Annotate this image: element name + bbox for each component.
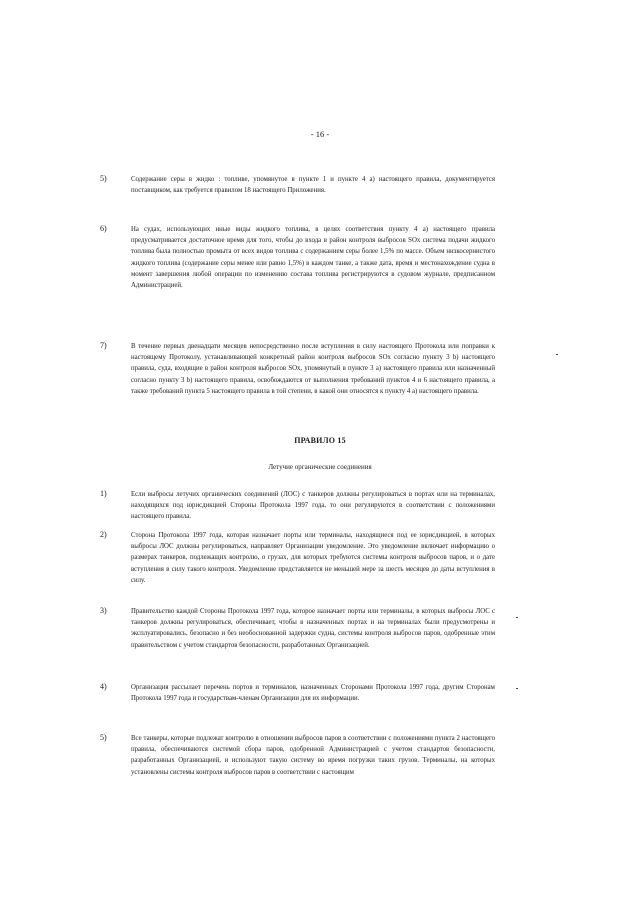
item-number: 3) [100, 606, 107, 615]
scan-speck [516, 688, 518, 689]
page-number: - 16 - [310, 129, 330, 139]
scan-speck [556, 354, 558, 355]
item-number: 1) [100, 489, 107, 498]
rule-heading: ПРАВИЛО 15 [294, 436, 346, 445]
item-number: 4) [100, 682, 107, 691]
item-number: 6) [100, 224, 107, 233]
item-text: Все танкеры, которые подлежат контролю в отношении выбросов паров в соответствии с положениями пункта 2 настоящего правила, обеспечиваются системой сбора паров, одобренной Администрацией с учетом стандартов безопасности, разработанных Организацией, и используют такую систему во время погрузки таких грузов. Терминалы, на которых установлены системы контроля выбросов паров в соответствии с настоящим [131, 735, 495, 776]
scan-speck [516, 617, 518, 618]
rule-subheading: Летучие органические соединения [268, 463, 372, 471]
item-text: В течение первых двенадцати месяцев непосредственно после вступления в силу настоящего Протокола или поправки к настоящему Протоколу, устанавливающей конкретный район контроля выбросов SOx согласно пункту 3 b) настоящего правила, суда, входящие в район контроля выбросов SOx, упомянутый в пункте 3 а) настоящего правила или назначенный согласно пункту 3 b) настоящего правила, освобождаются от выполнения требований пунктов 4 и 6 настоящего правила, а также требований пункта 5 настоящего правила в той степени, в какой они относятся к пункту 4 а) настоящего правила. [131, 343, 495, 395]
item-text: Организация рассылает перечень портов и терминалов, назначенных Сторонами Протокола 1997 года, другим Сторонам Протокола 1997 года и государствам-членам Организации для их информации. [131, 684, 495, 703]
item-number: 7) [100, 341, 107, 350]
item-number: 5) [100, 733, 107, 742]
item-number: 5) [100, 174, 107, 183]
item-number: 2) [100, 530, 107, 539]
item-text: На судах, использующих иные виды жидкого топлива, в целях соответствия пункту 4 а) настоящего правила предусматривается достаточное время для того, чтобы до входа в район контроля выбросов SOx система подачи жидкого топлива была полностью промыта от всех видов топлива с содержанием серы более 1,5% по массе. Объем низкосернистого жидкого топлива (содержание серы менее или равно 1,5%) в каждом танке, а также дата, время и местонахождение судна в момент завершения любой операции по изменению состава топлива регистрируются в судовом журнале, предписанном Администрацией. [131, 226, 495, 290]
item-text: Содержание серы в жидко : топливе, упомянутое в пункте 1 и пункте 4 а) настоящего правила, документируется поставщиком, как требуется правилом 18 настоящего Приложения. [131, 176, 495, 195]
item-text: Правительство каждой Стороны Протокола 1997 года, которое назначает порты или терминалы, в которых выбросы ЛОС с танкеров должны регулироваться, обеспечивает, чтобы в назначенных портах и на терминалах были предусмотрены и эксплуатировались, безопасно и без необоснованной задержки судна, системы контроля выбросов паров, одобренные этим правительством с учетом стандартов безопасности, разработанных Организацией. [131, 608, 495, 649]
item-text: Если выбросы летучих органических соединений (ЛОС) с танкеров должны регулироваться в портах или на терминалах, находящихся под юрисдикцией Стороны Протокола 1997 года, то они регулируются в соответствии с положениями настоящего правила. [131, 491, 495, 521]
item-text: Сторона Протокола 1997 года, которая назначает порты или терминалы, находящиеся под ее юрисдикцией, в которых выбросы ЛОС должны регулироваться, направляет Организации уведомление. Это уведомление включает информацию о размерах танкеров, подлежащих контролю, о грузах, для которых требуются системы контроля выбросов паров, и о дате вступления в силу такого контроля. Уведомление представляется не меньшей мере за шесть месяцев до даты вступления в силу. [131, 532, 495, 584]
